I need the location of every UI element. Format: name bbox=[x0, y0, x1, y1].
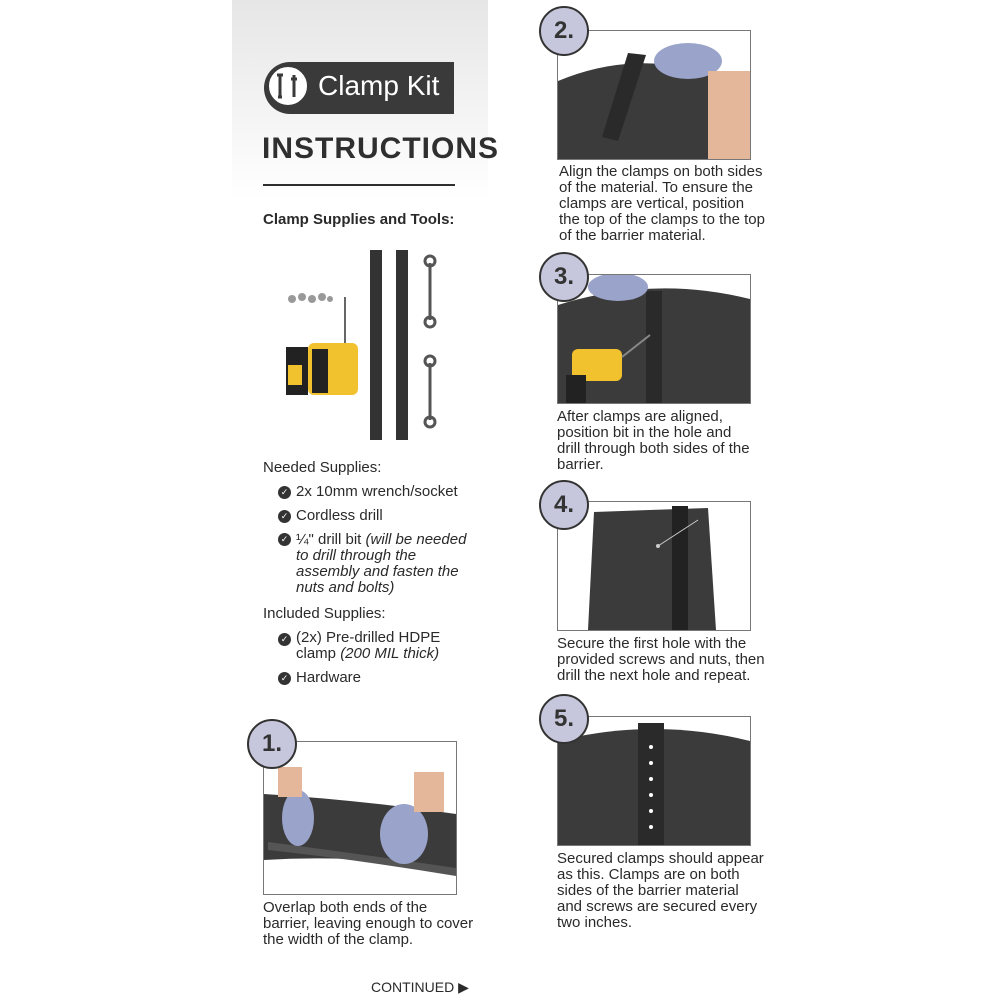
needed-item bbox=[296, 532, 466, 548]
wrench-icon bbox=[425, 256, 435, 427]
needed-item-note: assembly and fasten the bbox=[296, 563, 459, 580]
included-item-text: clamp bbox=[296, 645, 337, 662]
step-4-caption: Secure the first hole with the bbox=[557, 635, 747, 652]
step-5-caption: two inches. bbox=[557, 914, 633, 931]
step-1-number: 1. bbox=[247, 719, 297, 769]
step-5-photo bbox=[557, 716, 751, 846]
step-2-photo bbox=[557, 30, 751, 160]
step-4-caption: provided screws and nuts, then bbox=[557, 651, 765, 668]
check-icon: ✓ bbox=[278, 633, 291, 646]
step-5-caption: Secured clamps should appear bbox=[557, 850, 764, 867]
step-2-caption: clamps are vertical, position bbox=[559, 195, 745, 212]
step-3-caption: drill through both sides of the bbox=[557, 440, 750, 457]
needed-supplies-heading: Needed Supplies: bbox=[263, 459, 382, 476]
tools-illustration bbox=[280, 245, 450, 445]
step-3-caption: position bit in the hole and bbox=[557, 424, 732, 441]
needed-item-text: ¼" drill bit bbox=[296, 531, 362, 548]
step-1-caption: barrier, leaving enough to cover bbox=[263, 915, 474, 932]
step-2-caption: of the barrier material. bbox=[559, 227, 706, 244]
step-5-caption: and screws are secured every bbox=[557, 898, 758, 915]
included-item: (2x) Pre-drilled HDPE bbox=[296, 629, 441, 646]
check-icon: ✓ bbox=[278, 672, 291, 685]
step-5-caption: sides of the barrier material bbox=[557, 882, 739, 899]
tools-heading: Clamp Supplies and Tools: bbox=[263, 211, 455, 228]
step-5-caption: as this. Clamps are on both bbox=[557, 866, 740, 883]
step-4-photo bbox=[557, 501, 751, 631]
included-item-note: (200 MIL thick) bbox=[340, 645, 440, 662]
check-icon: ✓ bbox=[278, 486, 291, 499]
needed-item: Cordless drill bbox=[296, 507, 383, 524]
needed-item-note: nuts and bolts) bbox=[296, 579, 395, 596]
hardware-icon bbox=[288, 293, 333, 303]
title-divider bbox=[263, 184, 455, 186]
needed-item: 2x 10mm wrench/socket bbox=[296, 483, 458, 500]
step-4-number: 4. bbox=[539, 480, 589, 530]
step-3-caption: After clamps are aligned, bbox=[557, 408, 723, 425]
step-1-caption: the width of the clamp. bbox=[263, 931, 414, 948]
continued-label: CONTINUED bbox=[371, 979, 455, 995]
step-2-caption: Align the clamps on both sides bbox=[559, 163, 763, 180]
check-icon: ✓ bbox=[278, 533, 291, 546]
step-3-caption: barrier. bbox=[557, 456, 604, 473]
needed-item-note: to drill through the bbox=[296, 547, 417, 564]
included-item: Hardware bbox=[296, 669, 362, 686]
step-2-caption: the top of the clamps to the top bbox=[559, 211, 765, 228]
step-1-caption: Overlap both ends of the bbox=[263, 899, 428, 916]
check-icon: ✓ bbox=[278, 510, 291, 523]
tools-icon bbox=[266, 64, 310, 108]
needed-item-note: (will be needed bbox=[365, 531, 467, 548]
continued-link[interactable] bbox=[371, 979, 469, 996]
included-supplies-heading: Included Supplies: bbox=[263, 605, 386, 622]
page-title: INSTRUCTIONS bbox=[262, 132, 499, 165]
step-4-caption: drill the next hole and repeat. bbox=[557, 667, 751, 684]
step-3-number: 3. bbox=[539, 252, 589, 302]
step-1-photo bbox=[263, 741, 457, 895]
step-3-photo bbox=[557, 274, 751, 404]
step-5-number: 5. bbox=[539, 694, 589, 744]
step-2-caption: of the material. To ensure the bbox=[559, 179, 754, 196]
kit-title: Clamp Kit bbox=[318, 70, 440, 101]
play-arrow-icon: ▶ bbox=[458, 979, 469, 995]
cordless-drill-icon bbox=[286, 297, 358, 395]
clamp-strips-icon bbox=[370, 250, 408, 440]
included-item bbox=[296, 646, 439, 662]
step-2-number: 2. bbox=[539, 6, 589, 56]
